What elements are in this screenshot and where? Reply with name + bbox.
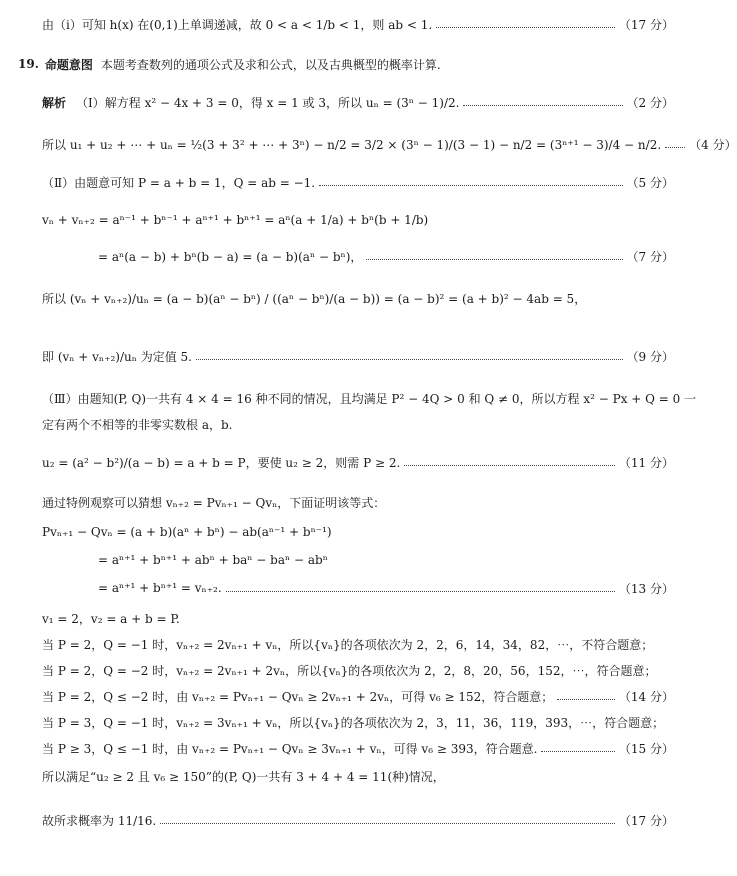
line-text: 所以 (vₙ + vₙ₊₂)/uₙ = (a − b)(aⁿ − bⁿ) / ((aⁿ − bⁿ)/(a − b)) = (a − b)² = (a + b)² − 4ab = 5， xyxy=(42,291,587,306)
leader-dots xyxy=(463,105,622,106)
leader-dots xyxy=(226,591,615,592)
line-text: Pvₙ₊₁ − Qvₙ = (a + b)(aⁿ + bⁿ) − ab(aⁿ⁻¹ + bⁿ⁻¹) xyxy=(42,525,332,539)
score-label: （14 分） xyxy=(618,689,674,704)
line-part2-pq xyxy=(42,170,674,194)
line-text: = aⁿ⁺¹ + bⁿ⁺¹ + abⁿ + baⁿ − baⁿ − abⁿ xyxy=(98,553,328,567)
line-text: 故所求概率为 11/16. xyxy=(42,813,157,828)
line-case-5 xyxy=(42,736,674,760)
leader-dots xyxy=(436,27,615,28)
leader-dots xyxy=(366,259,622,260)
line-u2 xyxy=(42,450,674,474)
line-text: 当 P = 2，Q = −1 时，vₙ₊₂ = 2vₙ₊₁ + vₙ，所以{vₙ}的各项依次为 2，2，6，14，34，82，⋯，不符合题意； xyxy=(42,637,654,652)
line-proof-1 xyxy=(42,520,674,544)
question-19-header xyxy=(18,52,674,76)
line-text: 所以 u₁ + u₂ + ⋯ + uₙ = ½(3 + 3² + ⋯ + 3ⁿ) − n/2 = 3/2 × (3ⁿ − 1)/(3 − 1) − n/2 = (3ⁿ⁺¹ − 3)/4 − n/2. xyxy=(42,137,662,152)
line-text: （Ⅲ）由题知(P, Q)一共有 4 × 4 = 16 种不同的情况，且均满足 P² − 4Q > 0 和 Q ≠ 0，所以方程 x² − Px + Q = 0 一 xyxy=(42,391,697,406)
score-label: （15 分） xyxy=(618,741,674,756)
line-ratio-constant xyxy=(42,344,674,368)
line-case-2 xyxy=(42,658,674,682)
question-intent-text: 本题考查数列的通项公式及求和公式，以及古典概型的概率计算. xyxy=(100,57,441,72)
line-v-sum xyxy=(42,208,674,232)
line-text: （Ⅰ）解方程 x² − 4x + 3 = 0，得 x = 1 或 3，所以 uₙ = (3ⁿ − 1)/2. xyxy=(76,95,460,110)
line-case-1 xyxy=(42,632,674,656)
line-text: 当 P = 2，Q = −2 时，vₙ₊₂ = 2vₙ₊₁ + 2vₙ，所以{vₙ}的各项依次为 2，2，8，20，56，152，⋯，符合题意； xyxy=(42,663,657,678)
line-count-total xyxy=(42,764,674,788)
leader-dots xyxy=(319,185,622,186)
score-label: （13 分） xyxy=(618,581,674,596)
line-part3-roots xyxy=(42,412,674,436)
line-text: 当 P = 2，Q ≤ −2 时，由 vₙ₊₂ = Pvₙ₊₁ − Qvₙ ≥ 2vₙ₊₁ + 2vₙ，可得 v₆ ≥ 152，符合题意； xyxy=(42,689,554,704)
line-text: vₙ + vₙ₊₂ = aⁿ⁻¹ + bⁿ⁻¹ + aⁿ⁺¹ + bⁿ⁺¹ = aⁿ(a + 1/a) + bⁿ(b + 1/b) xyxy=(42,213,429,227)
line-proof-3 xyxy=(98,576,674,600)
line-text: 当 P ≥ 3，Q ≤ −1 时，由 vₙ₊₂ = Pvₙ₊₁ − Qvₙ ≥ 3vₙ₊₁ + vₙ，可得 v₆ ≥ 393，符合题意. xyxy=(42,741,538,756)
line-text: 定有两个不相等的非零实数根 a，b. xyxy=(42,417,233,432)
line-text: = aⁿ⁺¹ + bⁿ⁺¹ = vₙ₊₂. xyxy=(98,581,222,595)
line-text: v₁ = 2，v₂ = a + b = P. xyxy=(42,611,180,626)
leader-dots xyxy=(557,699,615,700)
score-label: （7 分） xyxy=(626,249,674,264)
line-part1-solution xyxy=(42,90,674,114)
line-text: 由（ⅰ）可知 h(x) 在(0,1)上单调递减，故 0 < a < 1/b < 1，则 ab < 1. xyxy=(42,17,433,32)
line-case-3 xyxy=(42,684,674,708)
line-text: （Ⅱ）由题意可知 P = a + b = 1，Q = ab = −1. xyxy=(42,175,316,190)
line-text: 所以满足“u₂ ≥ 2 且 v₆ ≥ 150”的(P, Q)一共有 3 + 4 + 4 = 11(种)情况， xyxy=(42,769,445,784)
leader-dots xyxy=(196,359,623,360)
line-text: u₂ = (a² − b²)/(a − b) = a + b = P，要使 u₂ ≥ 2，则需 P ≥ 2. xyxy=(42,455,401,470)
line-ratio xyxy=(42,286,674,310)
line-text: 当 P = 3，Q = −1 时，vₙ₊₂ = 3vₙ₊₁ + vₙ，所以{vₙ}的各项依次为 2，3，11，36，119，393，⋯，符合题意； xyxy=(42,715,665,730)
score-label: （2 分） xyxy=(626,95,674,110)
line-conjecture xyxy=(42,490,674,514)
line-part3-intro xyxy=(42,386,697,410)
line-text: = aⁿ(a − b) + bⁿ(b − a) = (a − b)(aⁿ − bⁿ)， xyxy=(98,249,363,264)
score-label: （17 分） xyxy=(618,17,674,32)
question-number: 19. xyxy=(18,57,39,71)
line-probability xyxy=(42,808,674,832)
score-label: （17 分） xyxy=(618,813,674,828)
line-text: 通过特例观察可以猜想 vₙ₊₂ = Pvₙ₊₁ − Qvₙ，下面证明该等式： xyxy=(42,495,386,510)
leader-dots xyxy=(665,147,685,148)
leader-dots xyxy=(160,823,615,824)
question-intent-tag: 命题意图 xyxy=(44,57,93,72)
line-h-monotonic xyxy=(42,12,674,36)
leader-dots xyxy=(404,465,615,466)
score-label: （4 分） xyxy=(689,137,737,152)
solution-label: 解析 xyxy=(42,95,67,110)
line-sum xyxy=(42,132,737,156)
line-case-4 xyxy=(42,710,674,734)
line-proof-2 xyxy=(98,548,674,572)
score-label: （9 分） xyxy=(626,349,674,364)
score-label: （5 分） xyxy=(626,175,674,190)
score-label: （11 分） xyxy=(618,455,674,470)
line-v-simplify xyxy=(98,244,674,268)
line-text: 即 (vₙ + vₙ₊₂)/uₙ 为定值 5. xyxy=(42,349,192,364)
leader-dots xyxy=(541,751,614,752)
line-initial-values xyxy=(42,606,674,630)
